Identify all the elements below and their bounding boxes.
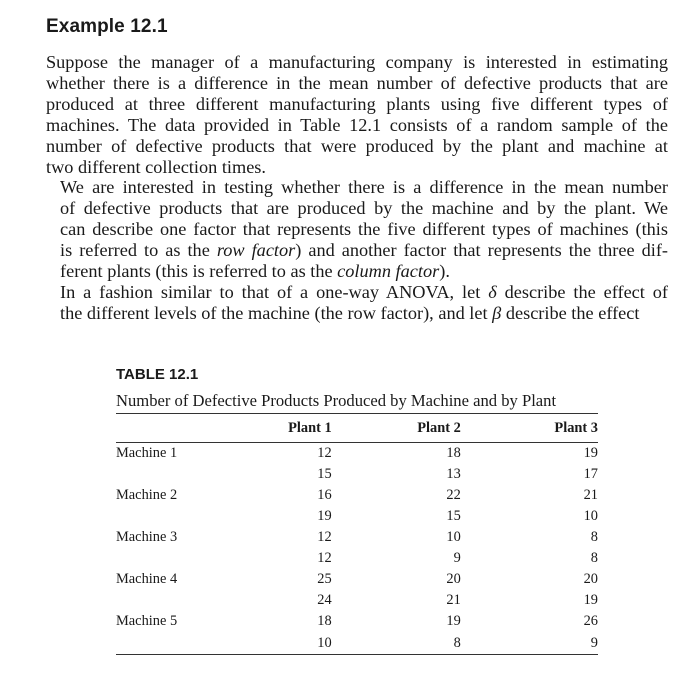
table-caption: Number of Defective Products Produced by Machine and by Plant [116,391,557,410]
italic-term: column factor [337,261,440,282]
table-body [116,443,598,655]
paragraph-3 [46,282,668,324]
body-text [46,52,668,324]
text-line: of defective products that are produced by the machine and by the plant. We [60,198,668,219]
text-line: machines. The data provided in Table 12.1 consists of a random sample of the [46,114,668,135]
text-line: We are interested in testing whether there is a difference in the mean number [60,177,668,198]
cell-plant-2: 8 [417,632,461,655]
text-line: produced at three different manufacturing plants using five different types of [46,93,668,114]
cell-plant-1: 18 [317,613,332,629]
cell-plant-3: 19 [583,592,598,608]
text-line: is referred to as the row factor) and another factor that represents the three dif- [60,240,668,261]
row-label [116,506,282,527]
cell-plant-3: 8 [590,550,598,566]
cell-plant-1: 16 [317,487,332,503]
table-header-row [116,414,598,443]
paragraph-1 [46,52,668,177]
cell-plant-1: 15 [317,466,332,482]
cell-plant-3: 19 [583,445,598,461]
cell-plant-1: 12 [317,529,332,545]
table-row [116,506,598,527]
cell-plant-3: 9 [546,632,598,655]
cell-plant-3: 8 [590,529,598,545]
cell-plant-3: 17 [583,466,598,482]
text-line: the different levels of the machine (the row factor), and let β describe the effect [60,302,640,323]
header-blank [116,414,282,443]
header-plant-1: Plant 1 [282,414,332,443]
cell-plant-1: 19 [317,508,332,524]
table-row [116,569,598,590]
cell-plant-2: 18 [446,445,461,461]
italic-term: row factor [216,240,296,261]
row-label [116,548,282,569]
italic-term: δ [488,281,497,302]
cell-plant-2: 9 [453,550,461,566]
cell-plant-2: 20 [446,571,461,587]
cell-plant-2: 13 [446,466,461,482]
table-row [116,485,598,506]
italic-term: β [492,302,502,323]
text-line: two different collection times. [46,156,266,177]
table-row [116,443,598,465]
cell-plant-3: 26 [583,613,598,629]
table-row [116,590,598,611]
text-line: number of defective products that were produced by the plant and machine at [46,135,668,156]
row-label: Machine 3 [116,529,178,545]
table-title: TABLE 12.1 [116,366,199,383]
cell-plant-2: 10 [446,529,461,545]
cell-plant-1: 25 [317,571,332,587]
text-line: In a fashion similar to that of a one-way ANOVA, let δ describe the effect of [60,281,669,302]
cell-plant-3: 21 [583,487,598,503]
row-label: Machine 4 [116,571,178,587]
table-row [116,464,598,485]
cell-plant-2: 22 [446,487,461,503]
cell-plant-2: 19 [446,613,461,629]
header-plant-2: Plant 2 [417,414,461,443]
table-row [116,611,598,632]
cell-plant-3: 10 [583,508,598,524]
table-row [116,632,598,655]
table-row [116,548,598,569]
row-label [116,464,282,485]
table-row [116,527,598,548]
row-label [116,632,282,655]
cell-plant-2: 15 [446,508,461,524]
cell-plant-1: 12 [317,550,332,566]
text-line: Suppose the manager of a manufacturing company is interested in estimating [46,52,668,72]
row-label: Machine 5 [116,613,178,629]
text-line: can describe one factor that represents the five different types of machines (this [60,219,668,240]
row-label: Machine 1 [116,445,178,461]
header-plant-3: Plant 3 [546,414,598,443]
cell-plant-3: 20 [583,571,598,587]
paragraph-2 [46,177,668,282]
text-line: whether there is a difference in the mean number of defective products that are [46,72,668,93]
text-line: ferent plants (this is referred to as the column factor). [60,261,450,282]
defects-table [116,413,598,655]
row-label [116,590,282,611]
cell-plant-2: 21 [446,592,461,608]
row-label: Machine 2 [116,487,178,503]
cell-plant-1: 24 [317,592,332,608]
cell-plant-1: 12 [317,445,332,461]
example-heading: Example 12.1 [46,16,168,37]
cell-plant-1: 10 [282,632,332,655]
